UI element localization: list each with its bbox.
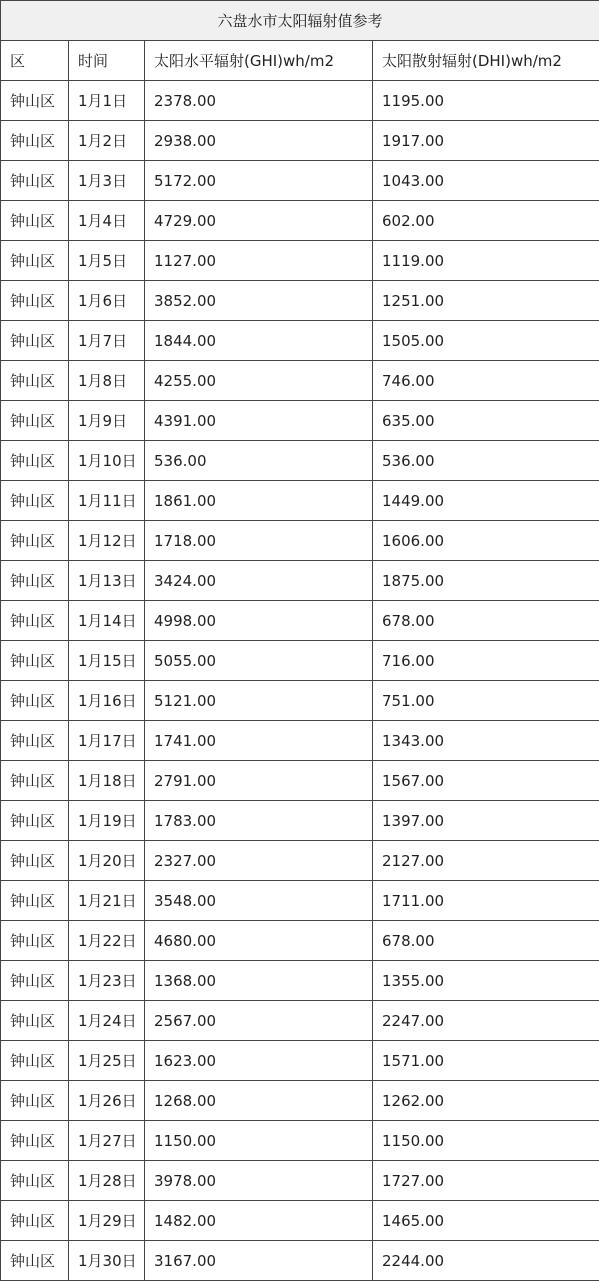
table-body <box>1 81 599 1281</box>
table-row <box>1 1121 599 1161</box>
cell-district: 钟山区 <box>1 361 69 401</box>
cell-dhi: 536.00 <box>373 441 599 481</box>
cell-ghi: 2378.00 <box>145 81 373 121</box>
table-row <box>1 721 599 761</box>
cell-date: 1月27日 <box>69 1121 145 1161</box>
cell-ghi: 5172.00 <box>145 161 373 201</box>
cell-ghi: 5121.00 <box>145 681 373 721</box>
cell-date: 1月10日 <box>69 441 145 481</box>
cell-date: 1月15日 <box>69 641 145 681</box>
cell-dhi: 1875.00 <box>373 561 599 601</box>
cell-date: 1月22日 <box>69 921 145 961</box>
cell-date: 1月19日 <box>69 801 145 841</box>
table-row <box>1 601 599 641</box>
cell-date: 1月28日 <box>69 1161 145 1201</box>
cell-dhi: 1727.00 <box>373 1161 599 1201</box>
cell-dhi: 1150.00 <box>373 1121 599 1161</box>
cell-ghi: 2567.00 <box>145 1001 373 1041</box>
cell-district: 钟山区 <box>1 1241 69 1281</box>
cell-date: 1月5日 <box>69 241 145 281</box>
cell-ghi: 4680.00 <box>145 921 373 961</box>
table-row <box>1 161 599 201</box>
table-row <box>1 561 599 601</box>
cell-date: 1月29日 <box>69 1201 145 1241</box>
cell-district: 钟山区 <box>1 1201 69 1241</box>
cell-dhi: 716.00 <box>373 641 599 681</box>
cell-dhi: 1606.00 <box>373 521 599 561</box>
cell-date: 1月23日 <box>69 961 145 1001</box>
cell-district: 钟山区 <box>1 1001 69 1041</box>
cell-date: 1月17日 <box>69 721 145 761</box>
table-row <box>1 681 599 721</box>
cell-ghi: 1482.00 <box>145 1201 373 1241</box>
cell-ghi: 1268.00 <box>145 1081 373 1121</box>
cell-dhi: 1449.00 <box>373 481 599 521</box>
cell-date: 1月4日 <box>69 201 145 241</box>
cell-district: 钟山区 <box>1 1161 69 1201</box>
cell-dhi: 2247.00 <box>373 1001 599 1041</box>
cell-date: 1月20日 <box>69 841 145 881</box>
table-row <box>1 321 599 361</box>
table-row <box>1 441 599 481</box>
table-row <box>1 841 599 881</box>
table-row <box>1 81 599 121</box>
cell-dhi: 1917.00 <box>373 121 599 161</box>
cell-district: 钟山区 <box>1 521 69 561</box>
cell-district: 钟山区 <box>1 201 69 241</box>
cell-district: 钟山区 <box>1 841 69 881</box>
cell-district: 钟山区 <box>1 881 69 921</box>
cell-ghi: 1861.00 <box>145 481 373 521</box>
table-row <box>1 121 599 161</box>
table-row <box>1 761 599 801</box>
cell-district: 钟山区 <box>1 121 69 161</box>
cell-date: 1月8日 <box>69 361 145 401</box>
cell-dhi: 2127.00 <box>373 841 599 881</box>
cell-date: 1月9日 <box>69 401 145 441</box>
cell-ghi: 4391.00 <box>145 401 373 441</box>
cell-district: 钟山区 <box>1 401 69 441</box>
cell-dhi: 1195.00 <box>373 81 599 121</box>
cell-ghi: 1127.00 <box>145 241 373 281</box>
cell-district: 钟山区 <box>1 1081 69 1121</box>
cell-ghi: 4998.00 <box>145 601 373 641</box>
cell-dhi: 1343.00 <box>373 721 599 761</box>
cell-date: 1月18日 <box>69 761 145 801</box>
cell-dhi: 1262.00 <box>373 1081 599 1121</box>
table-row <box>1 801 599 841</box>
cell-dhi: 751.00 <box>373 681 599 721</box>
cell-district: 钟山区 <box>1 241 69 281</box>
table-row <box>1 361 599 401</box>
cell-district: 钟山区 <box>1 161 69 201</box>
cell-dhi: 1119.00 <box>373 241 599 281</box>
cell-district: 钟山区 <box>1 81 69 121</box>
cell-date: 1月26日 <box>69 1081 145 1121</box>
cell-district: 钟山区 <box>1 921 69 961</box>
cell-ghi: 3978.00 <box>145 1161 373 1201</box>
cell-date: 1月14日 <box>69 601 145 641</box>
cell-district: 钟山区 <box>1 641 69 681</box>
header-ghi: 太阳水平辐射(GHI)wh/m2 <box>145 41 373 81</box>
cell-ghi: 2791.00 <box>145 761 373 801</box>
cell-date: 1月3日 <box>69 161 145 201</box>
cell-ghi: 3852.00 <box>145 281 373 321</box>
cell-dhi: 1567.00 <box>373 761 599 801</box>
cell-dhi: 746.00 <box>373 361 599 401</box>
cell-date: 1月11日 <box>69 481 145 521</box>
cell-date: 1月16日 <box>69 681 145 721</box>
table-row <box>1 241 599 281</box>
cell-date: 1月6日 <box>69 281 145 321</box>
cell-date: 1月7日 <box>69 321 145 361</box>
table-row <box>1 1041 599 1081</box>
cell-date: 1月13日 <box>69 561 145 601</box>
cell-date: 1月24日 <box>69 1001 145 1041</box>
cell-dhi: 1505.00 <box>373 321 599 361</box>
cell-ghi: 4255.00 <box>145 361 373 401</box>
table-row <box>1 1081 599 1121</box>
table-row <box>1 481 599 521</box>
cell-date: 1月25日 <box>69 1041 145 1081</box>
cell-dhi: 1251.00 <box>373 281 599 321</box>
cell-ghi: 3424.00 <box>145 561 373 601</box>
cell-dhi: 1397.00 <box>373 801 599 841</box>
cell-district: 钟山区 <box>1 561 69 601</box>
table-row <box>1 1001 599 1041</box>
cell-ghi: 1783.00 <box>145 801 373 841</box>
cell-dhi: 1711.00 <box>373 881 599 921</box>
table-row <box>1 961 599 1001</box>
cell-ghi: 2938.00 <box>145 121 373 161</box>
cell-date: 1月21日 <box>69 881 145 921</box>
cell-dhi: 1355.00 <box>373 961 599 1001</box>
cell-ghi: 3167.00 <box>145 1241 373 1281</box>
cell-ghi: 5055.00 <box>145 641 373 681</box>
table-title-row <box>1 1 599 41</box>
cell-dhi: 1571.00 <box>373 1041 599 1081</box>
cell-ghi: 3548.00 <box>145 881 373 921</box>
cell-district: 钟山区 <box>1 721 69 761</box>
table-row <box>1 881 599 921</box>
header-row <box>1 41 599 81</box>
table-row <box>1 401 599 441</box>
cell-ghi: 1150.00 <box>145 1121 373 1161</box>
cell-district: 钟山区 <box>1 281 69 321</box>
cell-dhi: 1043.00 <box>373 161 599 201</box>
header-district: 区 <box>1 41 69 81</box>
cell-dhi: 635.00 <box>373 401 599 441</box>
table-row <box>1 1201 599 1241</box>
cell-district: 钟山区 <box>1 761 69 801</box>
cell-dhi: 2244.00 <box>373 1241 599 1281</box>
cell-district: 钟山区 <box>1 961 69 1001</box>
cell-dhi: 602.00 <box>373 201 599 241</box>
cell-ghi: 1718.00 <box>145 521 373 561</box>
cell-date: 1月12日 <box>69 521 145 561</box>
cell-district: 钟山区 <box>1 321 69 361</box>
table-title: 六盘水市太阳辐射值参考 <box>1 1 599 41</box>
cell-date: 1月1日 <box>69 81 145 121</box>
cell-dhi: 678.00 <box>373 921 599 961</box>
cell-dhi: 1465.00 <box>373 1201 599 1241</box>
cell-district: 钟山区 <box>1 801 69 841</box>
cell-date: 1月2日 <box>69 121 145 161</box>
cell-ghi: 1623.00 <box>145 1041 373 1081</box>
cell-ghi: 536.00 <box>145 441 373 481</box>
table-row <box>1 641 599 681</box>
cell-ghi: 1844.00 <box>145 321 373 361</box>
table-row <box>1 281 599 321</box>
header-dhi: 太阳散射辐射(DHI)wh/m2 <box>373 41 599 81</box>
cell-date: 1月30日 <box>69 1241 145 1281</box>
cell-dhi: 678.00 <box>373 601 599 641</box>
cell-ghi: 2327.00 <box>145 841 373 881</box>
table-row <box>1 521 599 561</box>
cell-ghi: 4729.00 <box>145 201 373 241</box>
cell-district: 钟山区 <box>1 441 69 481</box>
cell-ghi: 1368.00 <box>145 961 373 1001</box>
cell-district: 钟山区 <box>1 1041 69 1081</box>
cell-ghi: 1741.00 <box>145 721 373 761</box>
cell-district: 钟山区 <box>1 1121 69 1161</box>
cell-district: 钟山区 <box>1 681 69 721</box>
cell-district: 钟山区 <box>1 481 69 521</box>
table-row <box>1 1241 599 1281</box>
table-row <box>1 201 599 241</box>
table-row <box>1 921 599 961</box>
table-row <box>1 1161 599 1201</box>
cell-district: 钟山区 <box>1 601 69 641</box>
header-time: 时间 <box>69 41 145 81</box>
